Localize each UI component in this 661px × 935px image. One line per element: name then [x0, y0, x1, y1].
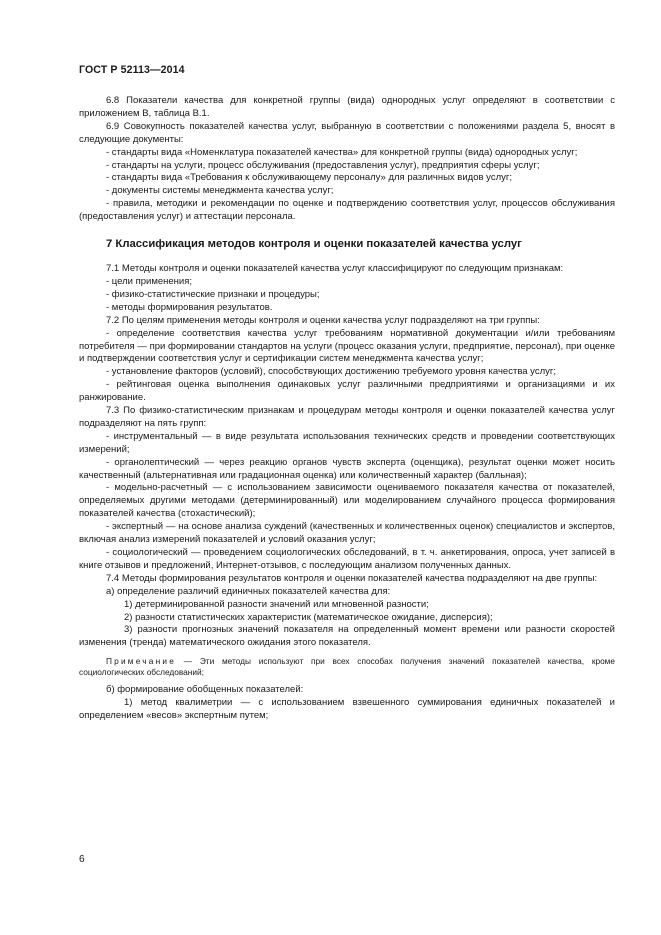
paragraph-7-1: 7.1 Методы контроля и оценки показателей качества услуг классифицируют по следующим признакам:: [106, 263, 564, 275]
list-item: - документы системы менеджмента качества услуг;: [106, 185, 334, 197]
list-item: 3) разности прогнозных значений показателя на определенный момент времени или разности скоростей изменения (тренда) математического ожидания этого показателя.: [79, 624, 615, 649]
list-item: - органолептический — через реакцию органов чувств эксперта (оценщика), результат оценки может носить качественный (альтернативная или градационная оценка) или количественный характер (балльная);: [79, 456, 615, 481]
list-item: - стандарты вида «Номенклатура показателей качества» для конкретной группы (вида) однородных услуг;: [106, 146, 578, 158]
list-item: - стандарты вида «Требования к обслуживающему персоналу» для различных видов услуг;: [106, 172, 512, 184]
section-7-heading: 7 Классификация методов контроля и оценки показателей качества услуг: [106, 238, 522, 251]
paragraph-7-4-a: а) определение различий единичных показателей качества для:: [106, 585, 391, 597]
list-item: - физико-статистические признаки и процедуры;: [106, 288, 320, 300]
list-item: - инструментальный — в виде результата использования технических средств и проведении соответствующих измерений;: [79, 430, 615, 455]
list-item: 2) разности статистических характеристик (математическое ожидание, дисперсия);: [124, 611, 493, 623]
page-number: 6: [79, 854, 85, 865]
note-label: Примечание: [106, 656, 177, 667]
note-paragraph: [79, 656, 615, 678]
paragraph-7-4: 7.4 Методы формирования результатов контроля и оценки показателей качества подразделяют на две группы:: [106, 572, 598, 584]
list-item: 1) метод квалиметрии — с использованием взвешенного суммирования единичных показателей и определением «весов» экспертным путем;: [79, 697, 615, 722]
list-item: - цели применения;: [106, 275, 193, 287]
note-text: — Эти методы используют при всех способах получения значений показателей качества, кроме социологических обследований;: [79, 656, 615, 678]
paragraph-7-3: 7.3 По физико-статистическим признакам и процедурам методы контроля и оценки показателей качества услуг подразделяют на пять групп:: [79, 405, 615, 429]
list-item: - стандарты на услуги, процесс обслуживания (предоставления услуг), предприятия сферы услуг;: [106, 159, 540, 171]
list-item: - рейтинговая оценка выполнения одинаковых услуг различными предприятиями и организациями и их ранжирование.: [79, 379, 615, 404]
list-item: - правила, методики и рекомендации по оценке и подтверждению соответствия услуг, процессов обслуживания (предоставления услуг) и аттестации персонала.: [79, 198, 615, 223]
document-body: [79, 95, 615, 723]
list-item: - социологический — проведением социологических обследований, в т. ч. анкетирования, опроса, учет записей в книге отзывов и предложений, Интернет-отзывов, с последующим анализом полученных данных.: [79, 547, 615, 571]
list-item: - модельно-расчетный — с использованием зависимости оцениваемого показателя качества от показателей, определяемых другими методами (детерминированный) или моделированием случайного процесса формирования показателей качества (стохастический);: [79, 482, 615, 520]
paragraph-6-9: 6.9 Совокупность показателей качества услуг, выбранную в соответствии с положениями раздела 5, вносят в следующие документы:: [79, 120, 615, 145]
document-code-header: ГОСТ Р 52113—2014: [79, 64, 185, 76]
paragraph-7-2: 7.2 По целям применения методы контроля и оценки качества услуг подразделяют на три группы:: [106, 314, 540, 326]
list-item: - экспертный — на основе анализа суждений (качественных и количественных оценок) специалистов и экспертов, включая анализ измерений показателей и условий оказания услуг;: [79, 521, 615, 546]
list-item: - определение соответствия качества услуг требованиям нормативной документации и/или требованиям потребителя — при формировании стандартов на услуги (процесс оказания услуги, предприятие, персонал), при оценке и подтверждении соответствия услуг и сертификации систем менеджмента качества услуг;: [79, 327, 615, 365]
list-item: - методы формирования результатов.: [106, 301, 273, 313]
paragraph-7-4-b: б) формирование обобщенных показателей:: [106, 684, 304, 696]
list-item: - установление факторов (условий), способствующих достижению требуемого уровня качества услуг;: [106, 366, 556, 378]
paragraph-6-8: 6.8 Показатели качества для конкретной группы (вида) однородных услуг определяют в соответствии с приложением В, таблица В.1.: [79, 95, 615, 119]
list-item: 1) детерминированной разности значений или мгновенной разности;: [124, 598, 429, 610]
